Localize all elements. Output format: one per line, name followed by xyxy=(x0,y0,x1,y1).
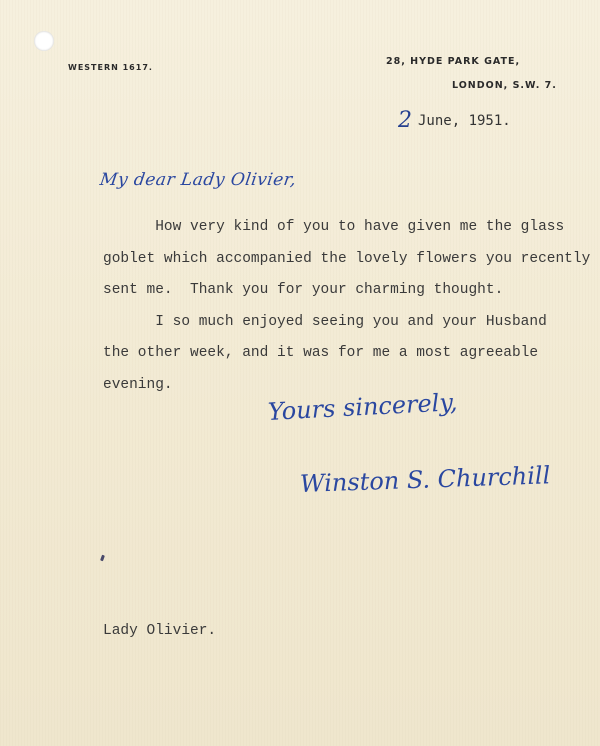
body-line: How very kind of you to have given me the glass xyxy=(103,219,565,235)
punch-hole xyxy=(34,31,54,51)
date-month-year: June, 1951. xyxy=(418,113,511,129)
body-line: I so much enjoyed seeing you and your Husband xyxy=(103,313,547,330)
letterhead-phone: WESTERN 1617. xyxy=(68,63,153,72)
letter-body xyxy=(103,212,591,401)
body-line: goblet which accompanied the lovely flowers you recently xyxy=(103,250,591,267)
date-day-handwritten: 2 xyxy=(398,108,412,133)
body-line: the other week, and it was for me a most agreeable xyxy=(103,345,539,361)
letterhead-address-line1: 28, HYDE PARK GATE, xyxy=(386,56,521,67)
addressee: Lady Olivier. xyxy=(103,623,217,639)
body-line: sent me. Thank you for your charming thought. xyxy=(103,282,504,298)
ink-mark xyxy=(100,555,105,562)
salutation-handwritten: My dear Lady Olivier, xyxy=(98,170,298,190)
letterhead-address-line2: LONDON, S.W. 7. xyxy=(452,80,557,91)
signoff-handwritten: Yours sincerely, xyxy=(267,388,459,426)
letter-date xyxy=(398,106,511,131)
body-line: evening. xyxy=(103,376,173,393)
signature: Winston S. Churchill xyxy=(299,461,551,498)
